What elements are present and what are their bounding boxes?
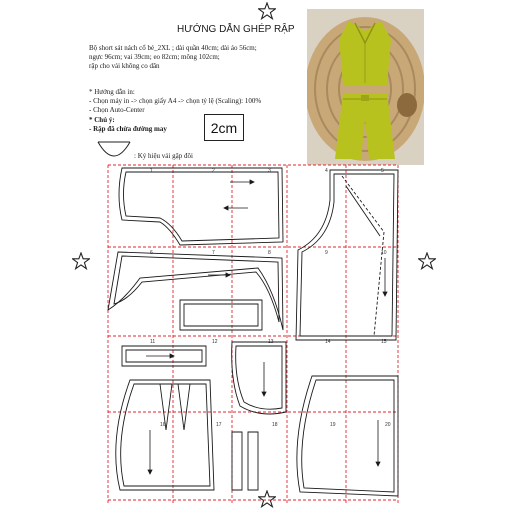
page-number: 15 xyxy=(381,339,387,345)
page-number: 19 xyxy=(330,422,336,428)
note-text: - Rập đã chừa đường may xyxy=(89,125,167,133)
pattern-piece-bodice xyxy=(119,168,283,245)
print-guide-heading: * Hướng dẫn in: xyxy=(89,88,135,96)
page-number: 13 xyxy=(268,339,274,345)
page-number: 6 xyxy=(150,250,153,256)
pattern-piece-pocket xyxy=(232,342,286,414)
measurement-line: ngực 96cm; vai 39cm; eo 82cm; mông 102cm; xyxy=(89,53,220,61)
page-title: HƯỚNG DẪN GHÉP RẬP xyxy=(177,24,295,35)
print-guide-step: - Chọn Auto-Center xyxy=(89,106,145,114)
pattern-piece-shorts-front xyxy=(116,380,214,490)
page-number: 3 xyxy=(268,168,271,174)
scale-reference-box: 2cm xyxy=(204,114,244,141)
note-heading: * Chú ý: xyxy=(89,116,115,124)
page-number: 14 xyxy=(325,339,331,345)
fold-symbol-label: : Ký hiệu vải gập đôi xyxy=(134,152,193,160)
pattern-piece-belt-loop xyxy=(232,432,242,490)
page-grid xyxy=(108,165,398,505)
page-number: 9 xyxy=(325,250,328,256)
page-number: 7 xyxy=(212,250,215,256)
page-number: 2 xyxy=(212,168,215,174)
page-number: 20 xyxy=(385,422,391,428)
page-number: 8 xyxy=(268,250,271,256)
page-number: 11 xyxy=(150,339,156,345)
page-number: 1 xyxy=(150,168,153,174)
page-number: 4 xyxy=(325,168,328,174)
pattern-piece-waistband xyxy=(180,300,262,330)
page-number: 10 xyxy=(381,250,387,256)
pattern-pieces xyxy=(108,168,398,496)
page-number: 12 xyxy=(212,339,218,345)
print-guide-step: - Chọn máy in -> chọn giấy A4 -> chọn tỷ lệ (Scaling): 100% xyxy=(89,97,262,105)
page-number: 18 xyxy=(272,422,278,428)
pattern-piece-belt-loop xyxy=(248,432,258,490)
page-number: 16 xyxy=(160,422,166,428)
measurement-line: Bộ short sát nách cổ bẻ_2XL ; dài quần 40cm; dài áo 56cm; xyxy=(89,44,257,52)
grainline-arrows xyxy=(146,180,387,474)
page-number: 5 xyxy=(381,168,384,174)
measurement-line: rập cho vải không co dãn xyxy=(89,62,160,70)
page-number: 17 xyxy=(216,422,222,428)
